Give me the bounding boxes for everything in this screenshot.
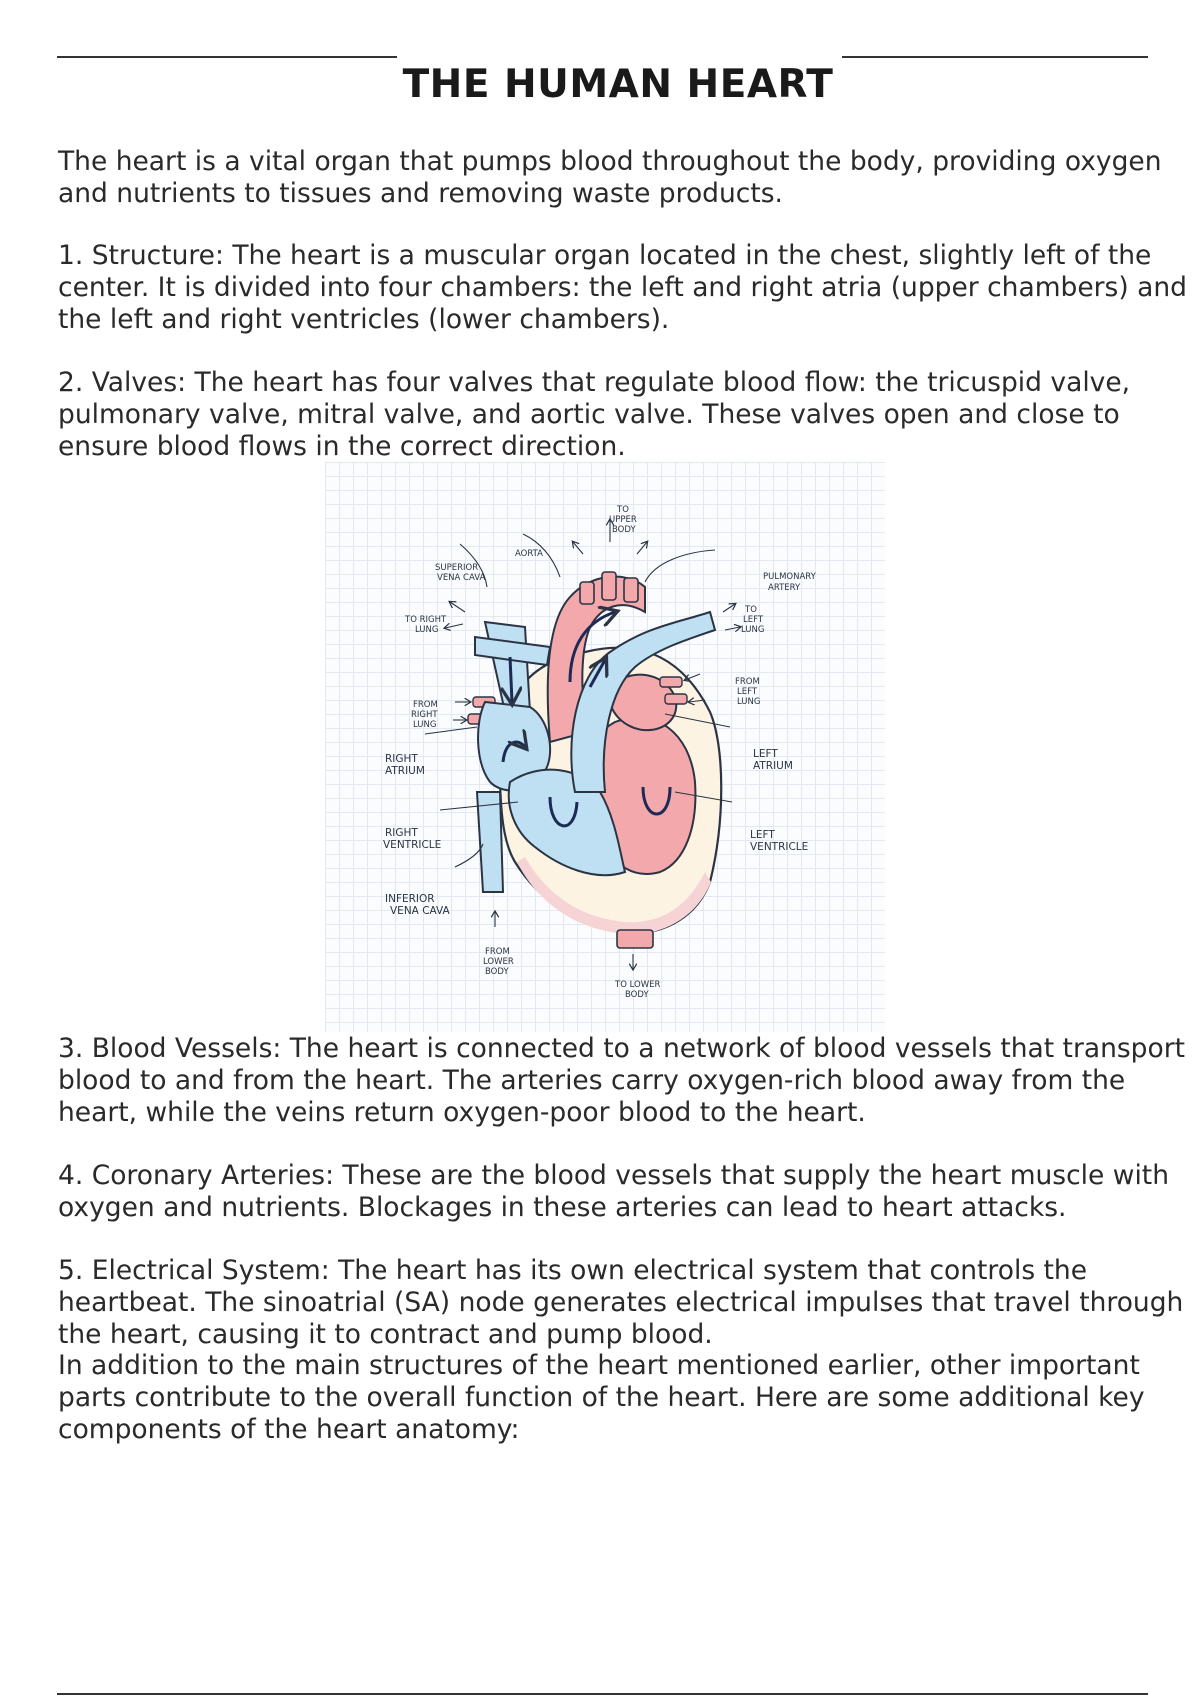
label-from-right-lung-3: LUNG	[413, 720, 437, 730]
page-title: THE HUMAN HEART	[402, 62, 834, 107]
label-from-lower-body-3: BODY	[485, 967, 509, 977]
label-right-ventricle-2: VENTRICLE	[383, 839, 442, 851]
section-structure: 1. Structure: The heart is a muscular organ located in the chest, slightly left of the center. It is divided into four chambers: the left and right atria (upper chambers) and the left and right ventricles (lower chambers).	[58, 240, 1187, 335]
bottom-rule	[57, 1693, 1148, 1695]
top-rule-left	[57, 56, 397, 58]
label-to-left-lung-3: LUNG	[741, 625, 765, 635]
label-from-left-lung-3: LUNG	[737, 697, 761, 707]
label-upper-body-2: UPPER	[609, 515, 637, 525]
top-rule-right	[842, 56, 1148, 58]
label-to-lower-body-1: TO LOWER	[615, 980, 661, 990]
intro-paragraph: The heart is a vital organ that pumps blood throughout the body, providing oxygen and nutrients to tissues and removing waste products.	[58, 146, 1162, 209]
heart-diagram-svg	[325, 462, 885, 1032]
section-electrical-system: 5. Electrical System: The heart has its own electrical system that controls the heartbeat. The sinoatrial (SA) node generates electrical impulses that travel through the heart, causing it to contract and pump blood.	[58, 1255, 1184, 1350]
label-right-ventricle-1: RIGHT	[385, 827, 418, 839]
section-coronary-arteries: 4. Coronary Arteries: These are the blood vessels that supply the heart muscle with oxygen and nutrients. Blockages in these arteries can lead to heart attacks.	[58, 1160, 1169, 1223]
label-svc-1: SUPERIOR	[435, 563, 479, 573]
label-left-atrium-2: ATRIUM	[753, 760, 793, 772]
label-aorta: AORTA	[515, 549, 543, 559]
label-from-lower-body-1: FROM	[485, 947, 510, 957]
label-right-atrium-1: RIGHT	[385, 753, 418, 765]
section-valves: 2. Valves: The heart has four valves that regulate blood flow: the tricuspid valve, pulmonary valve, mitral valve, and aortic valve. These valves open and close to ensure blood flows in the correct direction.	[58, 367, 1131, 462]
label-pulm-artery-2: ARTERY	[768, 583, 801, 593]
pulmonary-artery-right-branch	[475, 637, 550, 665]
label-from-right-lung-2: RIGHT	[411, 710, 438, 720]
label-left-ventricle-1: LEFT	[750, 829, 775, 841]
label-from-left-lung-2: LEFT	[737, 687, 758, 697]
label-ivc-2: VENA CAVA	[390, 905, 450, 917]
label-to-right-lung-1: TO RIGHT	[405, 615, 447, 625]
label-from-lower-body-2: LOWER	[483, 957, 514, 967]
heart-diagram	[325, 462, 885, 1032]
label-upper-body-1: TO	[617, 505, 629, 515]
label-upper-body-3: BODY	[612, 525, 636, 535]
label-pulm-artery-1: PULMONARY	[763, 572, 816, 582]
label-left-ventricle-2: VENTRICLE	[750, 841, 809, 853]
label-right-atrium-2: ATRIUM	[385, 765, 425, 777]
label-ivc-1: INFERIOR	[385, 893, 435, 905]
label-to-right-lung-2: LUNG	[415, 625, 439, 635]
label-to-lower-body-2: BODY	[625, 990, 649, 1000]
label-to-left-lung-1: TO	[745, 605, 757, 615]
label-from-left-lung-1: FROM	[735, 677, 760, 687]
label-from-right-lung-1: FROM	[413, 700, 438, 710]
label-to-left-lung-2: LEFT	[743, 615, 764, 625]
label-svc-2: VENA CAVA	[437, 573, 486, 583]
inferior-vena-cava	[477, 792, 503, 892]
section-blood-vessels: 3. Blood Vessels: The heart is connected to a network of blood vessels that transport blood to and from the heart. The arteries carry oxygen-rich blood away from the heart, while the veins return oxygen-poor blood to the heart.	[58, 1033, 1186, 1128]
label-left-atrium-1: LEFT	[753, 748, 778, 760]
closing-paragraph: In addition to the main structures of the heart mentioned earlier, other important parts contribute to the overall function of the heart. Here are some additional key components of the heart anatomy:	[58, 1350, 1145, 1445]
